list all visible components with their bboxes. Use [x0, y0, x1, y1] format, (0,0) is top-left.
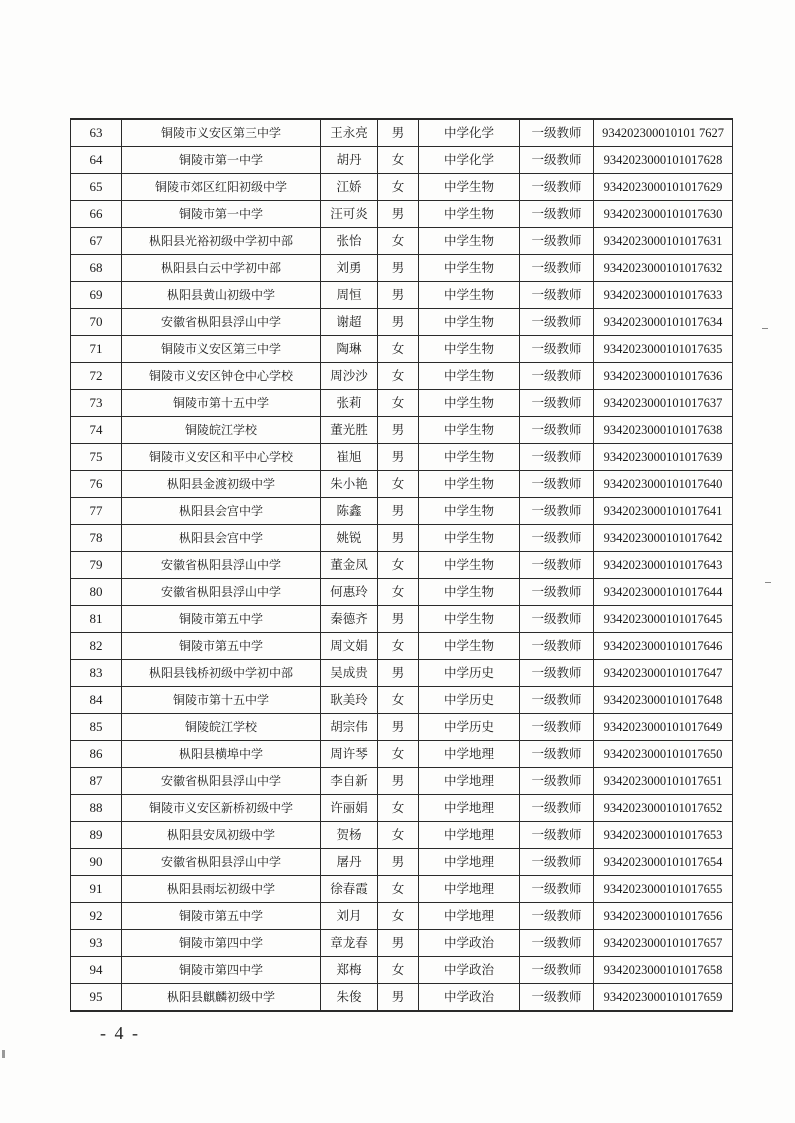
subject-cell: 中学政治 [419, 930, 520, 957]
row-number-cell: 76 [71, 471, 122, 498]
table-row [71, 714, 733, 741]
school-name-cell: 铜陵市义安区新桥初级中学 [122, 795, 321, 822]
title-rank-cell: 一级教师 [520, 849, 594, 876]
subject-cell: 中学化学 [419, 147, 520, 174]
subject-cell: 中学生物 [419, 498, 520, 525]
teacher-name-cell: 朱小艳 [321, 471, 378, 498]
teacher-name-cell: 朱俊 [321, 984, 378, 1012]
teacher-name-cell: 许丽娟 [321, 795, 378, 822]
row-number-cell: 77 [71, 498, 122, 525]
gender-cell: 女 [378, 363, 419, 390]
subject-cell: 中学历史 [419, 714, 520, 741]
school-name-cell: 枞阳县光裕初级中学初中部 [122, 228, 321, 255]
teacher-name-cell: 周许琴 [321, 741, 378, 768]
certificate-number-cell: 934202300010101 7627 [594, 119, 733, 147]
table-row [71, 849, 733, 876]
row-number-cell: 73 [71, 390, 122, 417]
table-row [71, 498, 733, 525]
subject-cell: 中学生物 [419, 417, 520, 444]
school-name-cell: 安徽省枞阳县浮山中学 [122, 768, 321, 795]
school-name-cell: 枞阳县黄山初级中学 [122, 282, 321, 309]
title-rank-cell: 一级教师 [520, 471, 594, 498]
row-number-cell: 63 [71, 119, 122, 147]
row-number-cell: 68 [71, 255, 122, 282]
subject-cell: 中学地理 [419, 849, 520, 876]
school-name-cell: 枞阳县会宫中学 [122, 525, 321, 552]
teacher-name-cell: 张怡 [321, 228, 378, 255]
school-name-cell: 枞阳县安凤初级中学 [122, 822, 321, 849]
teacher-name-cell: 胡宗伟 [321, 714, 378, 741]
subject-cell: 中学生物 [419, 201, 520, 228]
table-row [71, 606, 733, 633]
gender-cell: 女 [378, 471, 419, 498]
gender-cell: 男 [378, 606, 419, 633]
title-rank-cell: 一级教师 [520, 363, 594, 390]
row-number-cell: 71 [71, 336, 122, 363]
subject-cell: 中学生物 [419, 174, 520, 201]
gender-cell: 男 [378, 660, 419, 687]
school-name-cell: 铜陵市第五中学 [122, 606, 321, 633]
table-row [71, 417, 733, 444]
school-name-cell: 铜陵市第五中学 [122, 903, 321, 930]
certificate-number-cell: 9342023000101017649 [594, 714, 733, 741]
table-row [71, 147, 733, 174]
subject-cell: 中学地理 [419, 903, 520, 930]
gender-cell: 男 [378, 201, 419, 228]
school-name-cell: 铜陵市第五中学 [122, 633, 321, 660]
school-name-cell: 枞阳县金渡初级中学 [122, 471, 321, 498]
row-number-cell: 87 [71, 768, 122, 795]
table-row [71, 174, 733, 201]
title-rank-cell: 一级教师 [520, 417, 594, 444]
gender-cell: 女 [378, 741, 419, 768]
row-number-cell: 69 [71, 282, 122, 309]
row-number-cell: 75 [71, 444, 122, 471]
subject-cell: 中学政治 [419, 957, 520, 984]
certificate-number-cell: 9342023000101017658 [594, 957, 733, 984]
teacher-name-cell: 何惠玲 [321, 579, 378, 606]
certificate-number-cell: 9342023000101017659 [594, 984, 733, 1012]
certificate-number-cell: 9342023000101017654 [594, 849, 733, 876]
gender-cell: 女 [378, 876, 419, 903]
row-number-cell: 89 [71, 822, 122, 849]
subject-cell: 中学历史 [419, 687, 520, 714]
school-name-cell: 铜陵皖江学校 [122, 417, 321, 444]
certificate-number-cell: 9342023000101017645 [594, 606, 733, 633]
school-name-cell: 枞阳县雨坛初级中学 [122, 876, 321, 903]
school-name-cell: 铜陵市第一中学 [122, 147, 321, 174]
gender-cell: 女 [378, 687, 419, 714]
subject-cell: 中学生物 [419, 606, 520, 633]
title-rank-cell: 一级教师 [520, 876, 594, 903]
title-rank-cell: 一级教师 [520, 579, 594, 606]
title-rank-cell: 一级教师 [520, 714, 594, 741]
title-rank-cell: 一级教师 [520, 228, 594, 255]
row-number-cell: 94 [71, 957, 122, 984]
teacher-name-cell: 陶琳 [321, 336, 378, 363]
certificate-number-cell: 9342023000101017644 [594, 579, 733, 606]
row-number-cell: 80 [71, 579, 122, 606]
school-name-cell: 铜陵市义安区第三中学 [122, 336, 321, 363]
row-number-cell: 64 [71, 147, 122, 174]
table-row [71, 876, 733, 903]
gender-cell: 女 [378, 336, 419, 363]
teacher-name-cell: 江娇 [321, 174, 378, 201]
school-name-cell: 铜陵市义安区钟仓中心学校 [122, 363, 321, 390]
subject-cell: 中学生物 [419, 525, 520, 552]
gender-cell: 男 [378, 930, 419, 957]
title-rank-cell: 一级教师 [520, 606, 594, 633]
subject-cell: 中学生物 [419, 633, 520, 660]
subject-cell: 中学生物 [419, 579, 520, 606]
gender-cell: 男 [378, 282, 419, 309]
table-row [71, 633, 733, 660]
teacher-name-cell: 张莉 [321, 390, 378, 417]
subject-cell: 中学生物 [419, 336, 520, 363]
school-name-cell: 铜陵市第一中学 [122, 201, 321, 228]
table-row [71, 552, 733, 579]
title-rank-cell: 一级教师 [520, 525, 594, 552]
teacher-name-cell: 陈鑫 [321, 498, 378, 525]
subject-cell: 中学生物 [419, 255, 520, 282]
teacher-name-cell: 耿美玲 [321, 687, 378, 714]
school-name-cell: 铜陵市郊区红阳初级中学 [122, 174, 321, 201]
margin-mark [762, 328, 768, 329]
gender-cell: 女 [378, 228, 419, 255]
table-row [71, 390, 733, 417]
certificate-number-cell: 9342023000101017650 [594, 741, 733, 768]
teacher-name-cell: 郑梅 [321, 957, 378, 984]
gender-cell: 女 [378, 957, 419, 984]
row-number-cell: 78 [71, 525, 122, 552]
teacher-name-cell: 屠丹 [321, 849, 378, 876]
row-number-cell: 82 [71, 633, 122, 660]
school-name-cell: 枞阳县横埠中学 [122, 741, 321, 768]
table-row [71, 444, 733, 471]
teacher-name-cell: 刘勇 [321, 255, 378, 282]
teacher-name-cell: 周文娟 [321, 633, 378, 660]
certificate-number-cell: 9342023000101017646 [594, 633, 733, 660]
title-rank-cell: 一级教师 [520, 660, 594, 687]
subject-cell: 中学地理 [419, 876, 520, 903]
school-name-cell: 铜陵市义安区和平中心学校 [122, 444, 321, 471]
title-rank-cell: 一级教师 [520, 174, 594, 201]
table-row [71, 660, 733, 687]
teacher-name-cell: 周恒 [321, 282, 378, 309]
row-number-cell: 95 [71, 984, 122, 1012]
margin-mark [765, 582, 771, 583]
school-name-cell: 安徽省枞阳县浮山中学 [122, 579, 321, 606]
gender-cell: 女 [378, 174, 419, 201]
title-rank-cell: 一级教师 [520, 390, 594, 417]
subject-cell: 中学地理 [419, 822, 520, 849]
certificate-number-cell: 9342023000101017638 [594, 417, 733, 444]
school-name-cell: 铜陵皖江学校 [122, 714, 321, 741]
title-rank-cell: 一级教师 [520, 795, 594, 822]
title-rank-cell: 一级教师 [520, 147, 594, 174]
certificate-number-cell: 9342023000101017635 [594, 336, 733, 363]
row-number-cell: 70 [71, 309, 122, 336]
table-row [71, 228, 733, 255]
row-number-cell: 83 [71, 660, 122, 687]
gender-cell: 男 [378, 984, 419, 1012]
certificate-number-cell: 9342023000101017647 [594, 660, 733, 687]
title-rank-cell: 一级教师 [520, 984, 594, 1012]
title-rank-cell: 一级教师 [520, 282, 594, 309]
page-number: - 4 - [100, 1023, 140, 1043]
teacher-name-cell: 董光胜 [321, 417, 378, 444]
school-name-cell: 枞阳县会宫中学 [122, 498, 321, 525]
gender-cell: 女 [378, 795, 419, 822]
roster-body [71, 119, 733, 1011]
certificate-number-cell: 9342023000101017648 [594, 687, 733, 714]
title-rank-cell: 一级教师 [520, 768, 594, 795]
school-name-cell: 安徽省枞阳县浮山中学 [122, 552, 321, 579]
table-row [71, 336, 733, 363]
title-rank-cell: 一级教师 [520, 119, 594, 147]
school-name-cell: 枞阳县白云中学初中部 [122, 255, 321, 282]
certificate-number-cell: 9342023000101017640 [594, 471, 733, 498]
certificate-number-cell: 9342023000101017642 [594, 525, 733, 552]
certificate-number-cell: 9342023000101017641 [594, 498, 733, 525]
title-rank-cell: 一级教师 [520, 498, 594, 525]
school-name-cell: 枞阳县麒麟初级中学 [122, 984, 321, 1012]
title-rank-cell: 一级教师 [520, 552, 594, 579]
school-name-cell: 安徽省枞阳县浮山中学 [122, 309, 321, 336]
certificate-number-cell: 9342023000101017634 [594, 309, 733, 336]
gender-cell: 男 [378, 768, 419, 795]
table-row [71, 687, 733, 714]
teacher-name-cell: 徐春霞 [321, 876, 378, 903]
teacher-name-cell: 胡丹 [321, 147, 378, 174]
gender-cell: 男 [378, 444, 419, 471]
subject-cell: 中学地理 [419, 768, 520, 795]
table-row [71, 119, 733, 147]
certificate-number-cell: 9342023000101017651 [594, 768, 733, 795]
certificate-number-cell: 9342023000101017656 [594, 903, 733, 930]
teacher-name-cell: 汪可炎 [321, 201, 378, 228]
teacher-name-cell: 王永亮 [321, 119, 378, 147]
certificate-number-cell: 9342023000101017655 [594, 876, 733, 903]
row-number-cell: 74 [71, 417, 122, 444]
school-name-cell: 铜陵市第十五中学 [122, 687, 321, 714]
subject-cell: 中学地理 [419, 741, 520, 768]
certificate-number-cell: 9342023000101017629 [594, 174, 733, 201]
table-row [71, 309, 733, 336]
table-row [71, 579, 733, 606]
subject-cell: 中学生物 [419, 228, 520, 255]
title-rank-cell: 一级教师 [520, 444, 594, 471]
title-rank-cell: 一级教师 [520, 741, 594, 768]
table-row [71, 768, 733, 795]
subject-cell: 中学地理 [419, 795, 520, 822]
teacher-name-cell: 刘月 [321, 903, 378, 930]
certificate-number-cell: 9342023000101017657 [594, 930, 733, 957]
teacher-name-cell: 姚锐 [321, 525, 378, 552]
row-number-cell: 88 [71, 795, 122, 822]
row-number-cell: 79 [71, 552, 122, 579]
teacher-name-cell: 章龙春 [321, 930, 378, 957]
school-name-cell: 枞阳县钱桥初级中学初中部 [122, 660, 321, 687]
table-row [71, 255, 733, 282]
row-number-cell: 86 [71, 741, 122, 768]
gender-cell: 女 [378, 390, 419, 417]
row-number-cell: 90 [71, 849, 122, 876]
school-name-cell: 铜陵市第四中学 [122, 957, 321, 984]
row-number-cell: 67 [71, 228, 122, 255]
certificate-number-cell: 9342023000101017652 [594, 795, 733, 822]
subject-cell: 中学历史 [419, 660, 520, 687]
school-name-cell: 铜陵市义安区第三中学 [122, 119, 321, 147]
certificate-number-cell: 9342023000101017632 [594, 255, 733, 282]
table-row [71, 741, 733, 768]
gender-cell: 男 [378, 849, 419, 876]
subject-cell: 中学生物 [419, 309, 520, 336]
row-number-cell: 84 [71, 687, 122, 714]
subject-cell: 中学生物 [419, 471, 520, 498]
teacher-name-cell: 董金凤 [321, 552, 378, 579]
certificate-number-cell: 9342023000101017631 [594, 228, 733, 255]
table-row [71, 795, 733, 822]
title-rank-cell: 一级教师 [520, 336, 594, 363]
table-row [71, 471, 733, 498]
teacher-name-cell: 吴成贵 [321, 660, 378, 687]
teacher-name-cell: 李自新 [321, 768, 378, 795]
row-number-cell: 85 [71, 714, 122, 741]
table-row [71, 957, 733, 984]
row-number-cell: 93 [71, 930, 122, 957]
subject-cell: 中学生物 [419, 363, 520, 390]
subject-cell: 中学生物 [419, 552, 520, 579]
gender-cell: 女 [378, 552, 419, 579]
title-rank-cell: 一级教师 [520, 903, 594, 930]
certificate-number-cell: 9342023000101017633 [594, 282, 733, 309]
table-row [71, 903, 733, 930]
gender-cell: 男 [378, 417, 419, 444]
gender-cell: 女 [378, 903, 419, 930]
gender-cell: 女 [378, 633, 419, 660]
subject-cell: 中学生物 [419, 282, 520, 309]
gender-cell: 女 [378, 822, 419, 849]
school-name-cell: 铜陵市第四中学 [122, 930, 321, 957]
row-number-cell: 66 [71, 201, 122, 228]
title-rank-cell: 一级教师 [520, 957, 594, 984]
teacher-roster-table [70, 118, 733, 1012]
title-rank-cell: 一级教师 [520, 633, 594, 660]
school-name-cell: 铜陵市第十五中学 [122, 390, 321, 417]
school-name-cell: 安徽省枞阳县浮山中学 [122, 849, 321, 876]
row-number-cell: 91 [71, 876, 122, 903]
certificate-number-cell: 9342023000101017643 [594, 552, 733, 579]
table-row [71, 930, 733, 957]
row-number-cell: 65 [71, 174, 122, 201]
certificate-number-cell: 9342023000101017639 [594, 444, 733, 471]
gender-cell: 男 [378, 255, 419, 282]
title-rank-cell: 一级教师 [520, 255, 594, 282]
certificate-number-cell: 9342023000101017630 [594, 201, 733, 228]
table-row [71, 822, 733, 849]
gender-cell: 男 [378, 309, 419, 336]
certificate-number-cell: 9342023000101017653 [594, 822, 733, 849]
teacher-name-cell: 秦德齐 [321, 606, 378, 633]
subject-cell: 中学化学 [419, 119, 520, 147]
teacher-name-cell: 周沙沙 [321, 363, 378, 390]
certificate-number-cell: 9342023000101017628 [594, 147, 733, 174]
gender-cell: 女 [378, 579, 419, 606]
title-rank-cell: 一级教师 [520, 687, 594, 714]
gender-cell: 男 [378, 525, 419, 552]
title-rank-cell: 一级教师 [520, 309, 594, 336]
title-rank-cell: 一级教师 [520, 201, 594, 228]
table-row [71, 201, 733, 228]
title-rank-cell: 一级教师 [520, 822, 594, 849]
row-number-cell: 72 [71, 363, 122, 390]
margin-mark [2, 1050, 5, 1058]
subject-cell: 中学政治 [419, 984, 520, 1012]
gender-cell: 男 [378, 498, 419, 525]
gender-cell: 男 [378, 714, 419, 741]
subject-cell: 中学生物 [419, 444, 520, 471]
teacher-name-cell: 谢超 [321, 309, 378, 336]
row-number-cell: 81 [71, 606, 122, 633]
table-row [71, 984, 733, 1012]
certificate-number-cell: 9342023000101017636 [594, 363, 733, 390]
teacher-name-cell: 贺杨 [321, 822, 378, 849]
subject-cell: 中学生物 [419, 390, 520, 417]
gender-cell: 女 [378, 147, 419, 174]
gender-cell: 男 [378, 119, 419, 147]
row-number-cell: 92 [71, 903, 122, 930]
table-row [71, 363, 733, 390]
certificate-number-cell: 9342023000101017637 [594, 390, 733, 417]
title-rank-cell: 一级教师 [520, 930, 594, 957]
table-row [71, 525, 733, 552]
table-row [71, 282, 733, 309]
teacher-name-cell: 崔旭 [321, 444, 378, 471]
